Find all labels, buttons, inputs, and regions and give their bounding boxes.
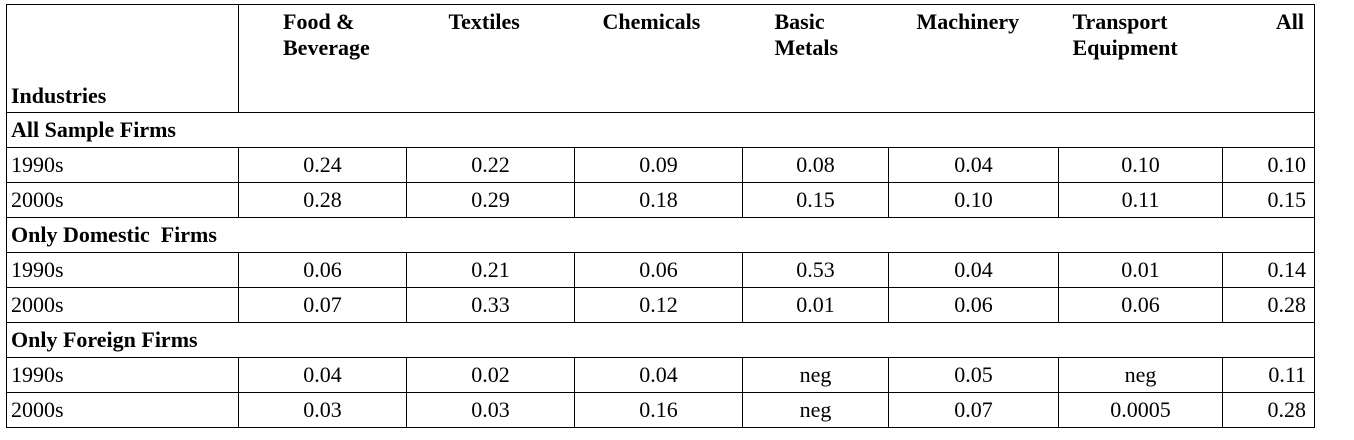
- row-label: 1990s: [7, 253, 239, 288]
- cell: 0.11: [1059, 183, 1223, 218]
- group-row-domestic: [7, 218, 1315, 253]
- header-basic-metals: [743, 5, 889, 113]
- cell: 0.33: [407, 288, 575, 323]
- row-label: 1990s: [7, 148, 239, 183]
- cell: 0.21: [407, 253, 575, 288]
- header-industries: Industries: [7, 5, 239, 113]
- header-label: Food & Beverage: [283, 9, 370, 60]
- cell: 0.04: [889, 148, 1059, 183]
- cell: 0.10: [889, 183, 1059, 218]
- cell: 0.14: [1223, 253, 1315, 288]
- cell: 0.03: [239, 393, 407, 428]
- cell: 0.29: [407, 183, 575, 218]
- data-table: [6, 4, 1315, 428]
- cell: 0.06: [1059, 288, 1223, 323]
- cell: 0.06: [239, 253, 407, 288]
- row-label: 2000s: [7, 288, 239, 323]
- table-row: [7, 358, 1315, 393]
- row-label: 2000s: [7, 183, 239, 218]
- cell: 0.06: [575, 253, 743, 288]
- cell: 0.01: [1059, 253, 1223, 288]
- cell: 0.0005: [1059, 393, 1223, 428]
- cell: 0.18: [575, 183, 743, 218]
- cell: 0.53: [743, 253, 889, 288]
- group-title: All Sample Firms: [7, 113, 1315, 148]
- cell: neg: [1059, 358, 1223, 393]
- header-textiles: [407, 5, 575, 113]
- cell: 0.28: [1223, 288, 1315, 323]
- table-wrapper: [6, 4, 1314, 428]
- header-label: Basic Metals: [774, 9, 839, 60]
- table-row: [7, 253, 1315, 288]
- header-label: Chemicals: [602, 9, 701, 34]
- cell: 0.10: [1223, 148, 1315, 183]
- cell: 0.07: [239, 288, 407, 323]
- cell: 0.24: [239, 148, 407, 183]
- cell: 0.02: [407, 358, 575, 393]
- table-row: [7, 183, 1315, 218]
- cell: 0.03: [407, 393, 575, 428]
- cell: 0.11: [1223, 358, 1315, 393]
- header-transport-equipment: [1059, 5, 1223, 113]
- cell: 0.01: [743, 288, 889, 323]
- group-title: Only Foreign Firms: [7, 323, 1315, 358]
- header-label: All: [1275, 9, 1304, 34]
- cell: neg: [743, 358, 889, 393]
- header-label: Machinery: [916, 9, 1020, 34]
- group-row-foreign: [7, 323, 1315, 358]
- header-label: Textiles: [448, 9, 520, 34]
- group-row-all-sample: [7, 113, 1315, 148]
- table-row: [7, 393, 1315, 428]
- header-machinery: [889, 5, 1059, 113]
- cell: 0.04: [239, 358, 407, 393]
- cell: 0.08: [743, 148, 889, 183]
- cell: 0.28: [239, 183, 407, 218]
- header-food-beverage: [239, 5, 407, 113]
- cell: 0.06: [889, 288, 1059, 323]
- cell: 0.16: [575, 393, 743, 428]
- table-row: [7, 148, 1315, 183]
- cell: 0.05: [889, 358, 1059, 393]
- cell: 0.12: [575, 288, 743, 323]
- cell: 0.28: [1223, 393, 1315, 428]
- row-label: 1990s: [7, 358, 239, 393]
- cell: 0.15: [1223, 183, 1315, 218]
- header-all: [1223, 5, 1315, 113]
- header-label: Transport Equipment: [1072, 9, 1178, 60]
- header-row: [7, 5, 1315, 113]
- cell: 0.04: [889, 253, 1059, 288]
- table-row: [7, 288, 1315, 323]
- cell: neg: [743, 393, 889, 428]
- cell: 0.07: [889, 393, 1059, 428]
- header-chemicals: [575, 5, 743, 113]
- cell: 0.15: [743, 183, 889, 218]
- cell: 0.10: [1059, 148, 1223, 183]
- cell: 0.04: [575, 358, 743, 393]
- row-label: 2000s: [7, 393, 239, 428]
- group-title: Only Domestic Firms: [7, 218, 1315, 253]
- cell: 0.22: [407, 148, 575, 183]
- cell: 0.09: [575, 148, 743, 183]
